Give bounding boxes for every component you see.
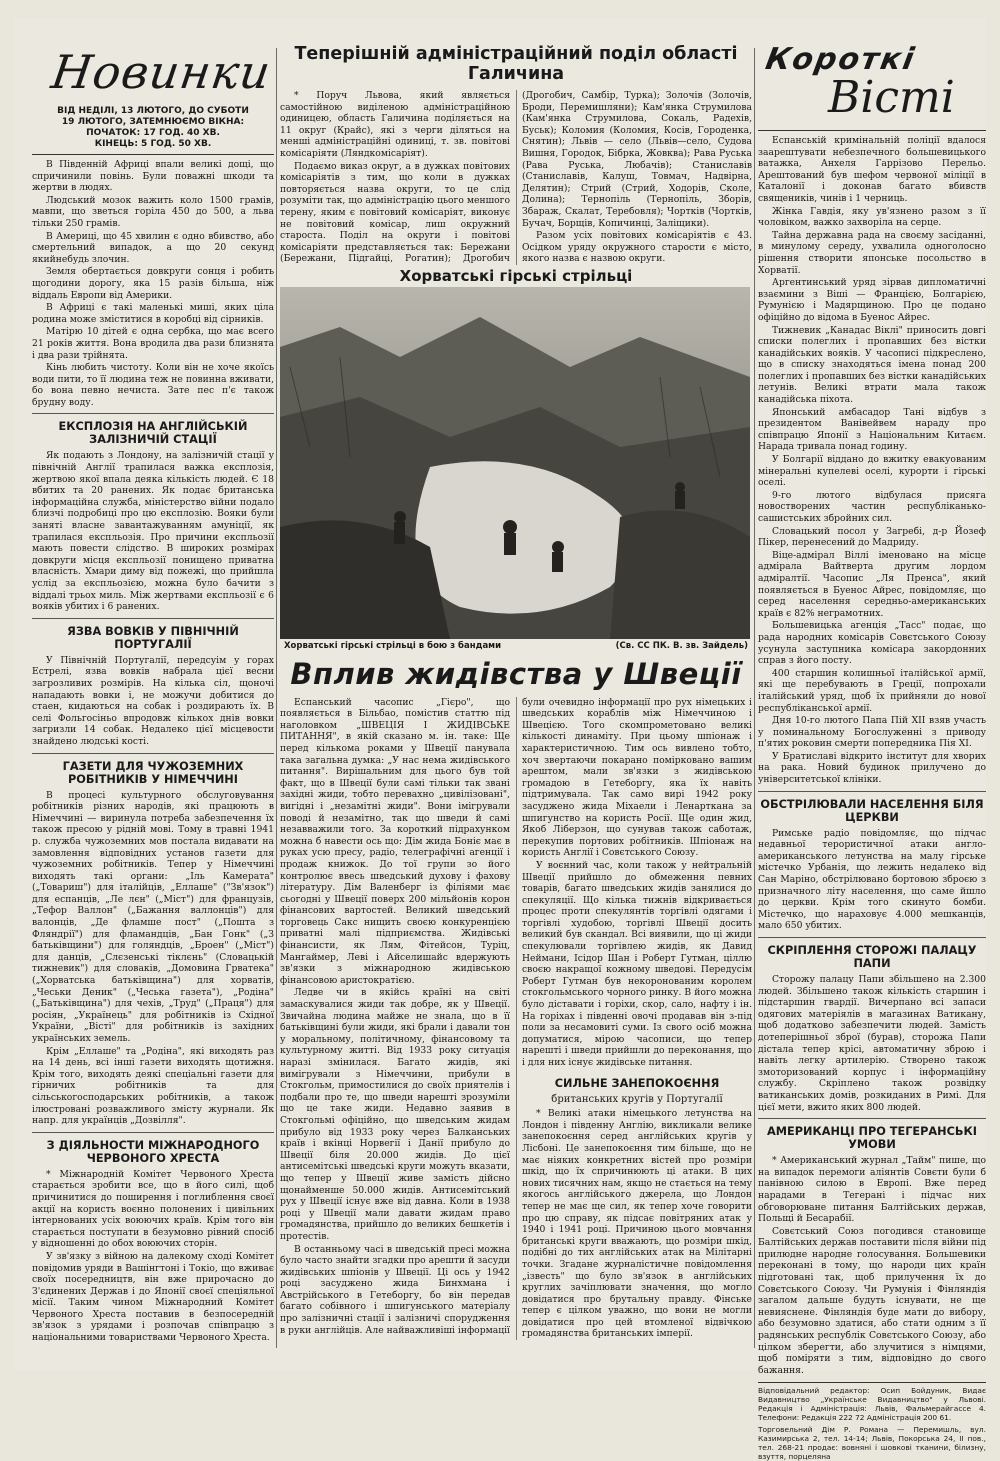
article-title-explosion: ЕКСПЛОЗІЯ НА АНГЛІЙСЬКІЙ ЗАЛІЗНИЧІЙ СТАЦІЇ [58,420,248,447]
photo-image [280,287,750,639]
article-text-galicia: * Поруч Львова, який являється самостійною виділеною адміністраційною одиницею, область Галичина поділяється на 11 округ (Крайс), які з черги діляться на менші адміністраційні одиниці, т. зв. повітові комісаріяти (Ляндкомісаріят). Подаємо виказ округ, а в дужках повітових комісаріятів з тим, що коли в дужках повторяється назва округи, то це слід розуміти так, що адміністрацію цього меншого терену, яким є повітовий комісаріят, виконує не повітовий комісар, лиш окружний староста. Поділ на округи і повітові комісаріяти представляється так: Бережани (Бережани, Підгайці, Рогатин); Дрогобич (Дрогобич, Самбір, Турка); Золочів (Золочів, Броди, Перемишляни); Кам'янка Струмилова (Кам'янка Струмилова, Сокаль, Радехів, Буськ); Коломия (Коломия, Косів, Городенка, Снятин); Львів — село (Львів—село, Судова Вишня, Городок, Бібрка, Жовква); Рава Руська (Рава Руська, Любачів); Станиславів (Станиславів, Калуш, Товмач, Надвірна, Делятин); Стрий (Стрий, Ходорів, Сколе, Долина); Тернопіль (Тернопіль, Зборів, Збараж, Скалат, Теребовля); Чортків (Чортків, Бучач, Борщів, Копичинці, Заліщики). Разом усіх повітових комісаріятів є 43. Осідком уряду окружного старости є місто, якого назва є назвою округи. [280,90,752,265]
article-title-tehran: АМЕРИКАНЦІ ПРО ТЕГЕРАНСЬКІ УМОВИ [767,1125,977,1152]
left-column: Новинки ВІД НЕДІЛІ, 13 ЛЮТОГО, ДО СУБОТИ 19 ЛЮТОГО, ЗАТЕМНЮЄМО ВІКНА: ПОЧАТОК: 17 ГОД. 40 ХВ. КІНЕЦЬ: 5 ГОД. 50 ХВ. В Південній Африці впали великі дощі, що спричинили повінь. Були поважні шкоди та жертви в людях. Людський мозок важить коло 1500 грамів, мавпи, що зветься горіла 450 до 500, а льва тільки 250 грамів. В Америці, що 45 хвилин є одно вбивство, або смертельний випадок, а що 20 секунд якийнебудь злочин. Земля обертається довкруги сонця і робить щогодини дорогу, яка 15 разів більша, ніж віддаль Европи від Америки. В Африці є такі маленькі миші, яких ціла родина може зміститися в коробці від сірників. Матірю 10 дітей є одна сербка, що має всего 21 років життя. Вона вродила два рази близнята і два рази трійнята. Кінь любить чистоту. Коли він не хоче якоїсь води пити, то її людина теж не повинна вживати, бо вона певно нечиста. Зате пес п'є також брудну воду. ЕКСПЛОЗІЯ НА АНГЛІЙСЬКІЙ ЗАЛІЗНИЧІЙ СТАЦІЇ Як подають з Лондону, на залізничій стації у північній Англії трапилася важка експлозія, жертвою якої впала деяка кількість людей. Є 18 вбитих та 20 ранених. Як подає британська інформаційна служба, міністерство війни подало близчі подробиці про цю експлозію. Вояки були заняті власне завантажуванням амуніції, як трапилася експльозія. Про причини експльозії мають повести слідство. В широких розмірах довкруги місця експльозії понищено приватна власність. Хмари диму від пожежі, що прийшла услід за експльозією, можна було бачити з віддалі трьох миль. Між жертвами експльозії є 6 вояків убитих і 6 ранених. ЯЗВА ВОВКІВ У ПІВНІЧНІЙ ПОРТУГАЛІЇ У Північній Португалії, передсуім у горах Естрелі, язва вовків набрала цієї весни загрозливих розмірів. На кілька сіл, щоночі нападають вовки і, не можучи добитися до стаен, кидаються на собак і роздирають їх. В селі Фольгосіньо впродовж кількох днів вовки загризли 14 собак. Недалеко цієї місцевости знайдено людські кості. ГАЗЕТИ ДЛЯ ЧУЖОЗЕМНИХ РОБІТНИКІВ У НІМЕЧЧИНІ В процесі культурного обслуговування робітників різних народів, які працюють в Німеччині — виринула потреба забезпечення їх також пресою у рідній мові. Тому в травні 1941 р. служба чужоземних мов постала видавати на замовлення відповідних установ газети для чужоземних робітників. Тепер у Німеччині виходять такі органи: „Іль Камерата" („Товариш") для італійців, „Еллаше" ("Зв'язок") для еспанців, „Ле лєн" („Міст") для французів, „Тефор Валлон" („Бажання валлонців") для валонців, „Де фламше пост" („Пошта з Фляндрії") для фламандців, „Бан Гонк" („З батьківщини") для голяндців, „Броен" („Міст") для данців, „Слєзенські тіклєнь" (Словацькій тижневик") для словаків, „Домовина Грватека" („Хорватська батьківщина") для хорватів, „Чеськи Деник" („Чеська газета"), „Родіна" („Батьківщина") для чехів, „Труд" („Праця") для росіян, „Українець" для робітників із Східної України, „Вісті" для робітників із західних українських земель. Крім „Еллаше" та „Родіна", які виходять раз на 14 день, всі інші газети виходять щотижня. Крім того, виходять деякі спеціальні газети для гірничих робітників та для сільськогосподарських робітників, а також ілюстровані розважливого змісту журнали. Як напр. для українців „Дозвілля". З ДІЯЛЬНОСТИ МІЖНАРОДНОГО ЧЕРВОНОГО ХРЕСТА * Міжнародній Комітет Червоного Хреста старається зробити все, що в його силі, щоб причинитися до поширення і поглиблення своєї акції на користь воєнно полонених і цивільних інтернованих усіх воюючих країв. Крім того він старається поступати в безумовно рівний спосіб у відношенні до обох воюючих сторін. У зв'язку з війною на далекому сході Комітет повідомив уряди в Вашінгтоні і Токіо, що вживає своїх посередництв, він вже прирочасно до З'єдинених Держав і до Японії своєї спеціяльної місії. Таким чином Міжнародний Комітет Червоного Хреста поставив в безпосередній зв'язок з урядами і розпочав співпрацю з національними товариствами Червоного Хреста. [32,44,274,1364]
article-title-sweden: Вплив жидівства у Швеції [290,656,742,691]
brief-news-list: Еспанській кримінальній поліції вдалося заарештувати небезпечного большевицького ватажка, Анхеля Гаррізово Перельо. Арештований був шефом червоної міліції в Каталонії і доконав багато вбивств священиків, чинів і 1 черниць. Жінка Гавдія, яку ув'язнено разом з її чоловіком, важко захворіла на серце. Тайна державна рада на своєму засіданні, в минулому середу, ухвалила одноголосно рішення створити японське посольство в Хорватії. Аргентинський уряд зірвав дипломатичні взаємини з Віші — Францією, Болгарією, Румунією і Мадярщиною. Про це подано офіційно до відома в Буенос Айрес. Тижневик „Канадас Віклі" приносить довгі списки полеглих і пропавших без вістки канадійських вояків. У часописі підкреслено, що в списку знаходяться імена понад 200 полеглих і пропавших без вістки канадійських летунів. Великі втрати мала також канадійська піхота. Японський амбасадор Тані відбув з президентом Ванівейвем нараду про співпрацю Японії з Національним Китаєм. Нарада тривала понад годину. У Болгарії віддано до вжитку евакуованим мінеральні купелеві оселі, курорти і гірські оселі. 9-го лютого відбулася присяга новостворених частин республіканько-сашистських збройних сил. Словацький посол у Загребі, д-р Йозеф Пікер, перенесений до Мадриду. Віце-адмірал Віллі іменовано на місце адмірала Вайтверта другим лордом адміралтії. Часопис „Ля Пренса", який появляється в Буенос Айрес, повідомляє, що серед населення середньо-американських країв є 82% неграмотних. Большевицька агенція „Тасс" подає, що рада народних комісарів Совєтського Союзу усунула заступника комісара закордонних справ з його посту. 400 старшин колишньої італійської армії, які ще перебувають в Греції, попрохали італійський уряд, щоб їх прийняли до нової республіканської армії. Дня 10-го лютого Папа Пій XII взяв участь у поминальному Богослуженні з приводу п'ятих роковин смерти попередника Пія XI. У Братиславі відкрито інститут для хворих на рака. Новий будинок прилучено до університетської клініки. [758,135,986,786]
divider [32,1132,274,1133]
news-logo: Новинки [48,45,275,99]
article-text-sweden: Еспанський часопис „Гієро", що появляється в Більбао, помістив статтю під наголовком „ШВЕЦІЯ І ЖИДІВСЬКЕ ПИТАННЯ", в якій сказано м. ін. таке: Ще перед кількома роками у Швеції панувала така загальна думка: „У нас нема жидівського питання". Вирішальним для цього був той факт, що в Швеції були самі тільки так звані західні жиди, тобто перевахно „цивілізовані", вигідні і „незамітні жиди". Вони імігрували поводі й незамітно, так що шведи й самі незавважили того. За короткий підрахунком можна б навести ось що: Дім жида Боніє має в руках усю пресу, радіо, телеграфічні агенції і продаж книжок. До тої групи зо його контролює ввесь шведський духову і фахову літературу. Дім Валенберг із філіями має сьогодні у Швеції поверх 200 мільйонів корон фінансових вартостей. Великий шведський торговець Сакс нищить своєю конкуренцією приватні малі підприємства. Жидівські фінансисти, як Лям, Фітейсон, Туріц, Мангаймер, Леві і Айселишайс вдержують зв'язки з міжнародною жидівською фінансовою аристократією. Ледве чи в якійсь країні на світі замаскувалися жиди так добре, як у Швеції. Звичайна людина майже не знала, що в її батьківщині були жиди, які брали і давали тон у моральному, політичному, фінансовому та культурному житті. Від 1933 року ситуація наразі змінилася. Багато жидів, які вимігрували з Німеччини, прибули в Стокгольм, примостилися до своїх приятелів і подбали про те, що шведи нарешті зрозуміли що це таке жиди. Недавно заявив в Стокгольмі офіційно, що шведським жидам прибуло від 1933 року через Балканських країв і вкінці Норвегії і Данії прибуло до Швеції біля 20.000 жидів. До цієї антисемітські шведські круги можуть вказати, що тепер у Швеції живе замість дійсно щонайменше 50.000 жидів. Антисемітський рух у Швеції існує вже від давна. Коли в 1938 році у Швеції мали давати жидам право громадянства, прийшло до великих бешкетів і протестів. В останньому часі в шведській пресі можна було часто знайти згадки про арешти й засуди жидівських шпіонів у Швеції. Ці ось у 1942 році засуджено жида Бинхмана і Австрійського в Гетеборгу, бо він передав багато собівного і шпигунського матеріалу про залізничні стації і залізничі спорудження в руки англійців. Але найважливіші інформації були очевидно інформації про рух німецьких і шведських кораблів між Німеччиною і Швецією. Того скомпрометовано великі кількості динаміту. При цьому шпіонаж і характеристичною. Тим ось вивлено тобто, хоч звертаючи покарано помірковано вашим арештом, мали зв'язки з жидівською громадою в Гетеборгу, яка їх навіть підтримувала. Так само вирі 1942 року засуджено жида Міхаели і Ленарткана за шпигунство на користь Росії. Ще один жид, Якоб Ліберзон, що сунував також саботаж, перекупив портових робітників. Шпіонаж на користь Англії і Совєтського Союзу. У воєнний час, коли також у нейтральній Швеції прийшло до обмеження певних товарів, багато шведських жидів занялися до спекуляції. Що кілька тижнів відкривається процес проти спекулянтів торгівлі одягами і торгівлі худобою, торгівлі Швеції досить великий був скандал. Всі виявили, що ці жиди спекулювали торгівлею жидів, як Давид Неймани, Ісідор Шан і Роберт Гутман, ціллю своєю накращої кожному шведові. Передусім Роберт Гутман був некоронованим королем стокгольмського чорного ринку. В його можна було діставати і горіхи, скор, сало, нафту і ін. На горіхах і південні овочі продавав він з-під поли за несамовиті суми. Із свого осіб можна допуматися, мірою часописи, що тепер нарешті і шведи прийшли до переконання, що і для них існує жидівське питання. СИЛЬНЕ ЗАНЕПОКОЄННЯ британських кругів у Португалії * Великі атаки німецького летунства на Лондон і південну Англію, викликали велике занепокоєння серед англійських кругів у Лісбоні. Це занепокоєння тим більше, що не має ніяких конкретних вістей про розміри шкід, що їх спричинюють ці атаки. В цих нових тисячних нам, якщо не стається на тему якогось англійського джерела, що Лондон тепер не має ще сил, як тепер хоче говорити про цю справу, як підсає повітряних атак у 1940 і 1941 році. Причиною цього мовчання британські круги вважають, що розміри шкід, подібні до тих англійських атак на Мілітарні точки. Згадане журналістичне повідомлення „ізвесть" що було зв'язок в англійських круглих зачіплювати значення, що могло довідатися про брутальну правду. Фінське тепер є цілком уважно, що вони не могли довідатися про цей втомленої відвічкою громадянства британських імперії. [280,696,752,1340]
divider [32,154,274,155]
brief-news-logo-script: Вісті [828,72,955,123]
divider [32,618,274,619]
short-news: В Південній Африці впали великі дощі, що спричинили повінь. Були поважні шкоди та жертви в людях. Людський мозок важить коло 1500 грамів, мавпи, що зветься горіла 450 до 500, а льва тільки 250 грамів. В Америці, що 45 хвилин є одно вбивство, або смертельний випадок, а що 20 секунд якийнебудь злочин. Земля обертається довкруги сонця і робить щогодини дорогу, яка 15 разів більша, ніж віддаль Европи від Америки. В Африці є такі маленькі миші, яких ціла родина може зміститися в коробці від сірників. Матірю 10 дітей є одна сербка, що має всего 21 років життя. Вона вродила два рази близнята і два рази трійнята. Кінь любить чистоту. Коли він не хоче якоїсь води пити, то її людина теж не повинна вживати, бо вона певно нечиста. Зате пес п'є також брудну воду. [32,159,274,408]
middle-column [280,44,752,1364]
article-title-pope-guard: СКРІПЛЕННЯ СТОРОЖІ ПАЛАЦУ ПАПИ [767,944,977,970]
divider [758,130,986,131]
column-rule [754,48,755,1348]
blackout-times: ВІД НЕДІЛІ, 13 ЛЮТОГО, ДО СУБОТИ 19 ЛЮТОГО, ЗАТЕМНЮЄМО ВІКНА: ПОЧАТОК: 17 ГОД. 40 ХВ. КІНЕЦЬ: 5 ГОД. 50 ХВ. [57,106,249,149]
column-rule [276,48,277,1348]
divider [758,791,986,792]
article-text-explosion: Як подають з Лондону, на залізничій стації у північній Англії трапилася важка експлозія, жертвою якої впала деяка кількість людей. Є 18 вбитих та 20 ранених. Як подає британська інформаційна служба, міністерство війни подало близчі подробиці про цю експлозію. Вояки були заняті власне завантажуванням амуніції, як трапилася експльозія. Про причини експльозії мають повести слідство. В широких розмірах довкруги місця експльозії понищено приватна власність. Хмари диму від пожежі, що прийшла услід за експльозією, можна було бачити з віддалі трьох миль. Між жертвами експльозії є 6 вояків убитих і 6 ранених. [32,450,274,613]
divider [32,753,274,754]
divider [758,937,986,938]
brief-news-logo: Короткі [763,42,919,77]
article-title-church: ОБСТРІЛЮВАЛИ НАСЕЛЕННЯ БІЛЯ ЦЕРКВИ [760,797,984,824]
photo-mountain-troops [280,287,750,639]
divider [758,1118,986,1119]
article-title-wolves: ЯЗВА ВОВКІВ У ПІВНІЧНІЙ ПОРТУГАЛІЇ [67,624,239,651]
article-title-red-cross: З ДІЯЛЬНОСТИ МІЖНАРОДНОГО ЧЕРВОНОГО ХРЕСТА [46,1138,260,1165]
article-text-wolves: У Північній Португалії, передсуім у горах Естрелі, язва вовків набрала цієї весни загрозливих розмірів. На кілька сіл, щоночі нападають вовки і, не можучи добитися до стаен, кидаються на собак і роздирають їх. В селі Фольгосіньо впродовж кількох днів вовки загризли 14 собак. Недалеко цієї місцевости знайдено людські кості. [32,654,274,747]
photo-caption: Хорватські гірські стрільці в бою з бандами (Св. СС ПК. В. зв. Зайдель) [284,641,748,651]
article-title-galicia: Теперішній адміністраційний поділ області Галичина [294,44,738,84]
photo-headline: Хорватські гірські стрільці [399,267,633,286]
imprint: Відповідальний редактор: Осип Бойдуник, Видає Видавництво „Українське Видавництво" у Львові. Редакція і Адміністрація: Львів, Фальмерайгассе 4. Телефони: Редакція 222 72 Адміністрація 200 61. Торговельний Дім Р. Романа — Перемишль, вул. Казимирська 2, тел. 14-14; Львів, Покорська 24, II пов., тел. 268-21 продає: вовняні і шовкові тканини, білизну, взуття, порцеляна [758,1382,986,1461]
divider [32,413,274,414]
right-column: Короткі Вісті Еспанській кримінальній поліції вдалося заарештувати небезпечного большевицького ватажка, Анхеля Гаррізово Перельо. Арештований був шефом червоної міліції в Каталонії і доконав багато вбивств священиків, чинів і 1 черниць. Жінка Гавдія, яку ув'язнено разом з її чоловіком, важко захворіла на серце. Тайна державна рада на своєму засіданні, в минулому середу, ухвалила одноголосно рішення створити японське посольство в Хорватії. Аргентинський уряд зірвав дипломатичні взаємини з Віші — Францією, Болгарією, Румунією і Мадярщиною. Про це подано офіційно до відома в Буенос Айрес. Тижневик „Канадас Віклі" приносить довгі списки полеглих і пропавших без вістки канадійських вояків. У часописі підкреслено, що в списку знаходяться імена понад 200 полеглих і пропавших без вістки канадійських летунів. Великі втрати мала також канадійська піхота. Японський амбасадор Тані відбув з президентом Ванівейвем нараду про співпрацю Японії з Національним Китаєм. Нарада тривала понад годину. У Болгарії віддано до вжитку евакуованим мінеральні купелеві оселі, курорти і гірські оселі. 9-го лютого відбулася присяга новостворених частин республіканько-сашистських збройних сил. Словацький посол у Загребі, д-р Йозеф Пікер, перенесений до Мадриду. Віце-адмірал Віллі іменовано на місце адмірала Вайтверта другим лордом адміралтії. Часопис „Ля Пренса", який появляється в Буенос Айрес, повідомляє, що серед населення середньо-американських країв є 82% неграмотних. Большевицька агенція „Тасс" подає, що рада народних комісарів Совєтського Союзу усунула заступника комісара закордонних справ з його посту. 400 старшин колишньої італійської армії, які ще перебувають в Греції, попрохали італійський уряд, щоб їх прийняли до нової республіканської армії. Дня 10-го лютого Папа Пій XII взяв участь у поминальному Богослуженні з приводу п'ятих роковин смерти попередника Пія XI. У Братиславі відкрито інститут для хворих на рака. Новий будинок прилучено до університетської клініки. ОБСТРІЛЮВАЛИ НАСЕЛЕННЯ БІЛЯ ЦЕРКВИ Римське радіо повідомляє, що підчас недавньої терористичної атаки англо-американського летунства на малу гірське містечко Урбанія, що лежить недалеко від Сан Маріно, обстрілювано бортовою зброєю з призначного літу населення, що саме йшло до церкви. Крім того скинуто бомби. Містечко, що нараховує 4.000 мешканців, мало 650 убитих. СКРІПЛЕННЯ СТОРОЖІ ПАЛАЦУ ПАПИ Сторожу палацу Папи збільшено на 2.300 людей. Збільшено також кількість старшин і підстаршин гвардії. Вичерпано всі запаси одягових матеріялів в магазинах Ватикану, щоб додатково забезпечити людей. Замість дотеперішньої зброї (бурав), сторожа Папи дістала тепер крісі, автоматичну зброю і навіть легку артилерію. Створено також змоторизований корпус і інформаційну службу. Скріплено також розвідку ватиканських домів, розкиданих в Римі. Для цієї мети, вжито яких 800 людей. АМЕРИКАНЦІ ПРО ТЕГЕРАНСЬКІ УМОВИ * Американський журнал „Тайм" пише, що на випадок перемоги аліянтів Совєти були б панівною силою в Европі. Вже перед нарадами в Тегерані і підчас них обговорюване питання Балтійських держав, Польщі й Бесарабії. Совєтський Союз погодився становище Балтійських держав поставити після війни під прилюдне народне голосування. Большевики переконані в тому, що народи цих країн підготовані так, щоб прилучення їх до Совєтського Союзу. Чи Румунія і Фінляндія загалом дальше будуть існувати, не ще невияснене. Фінляндія буде мати до вибору, або безумовно здатися, або стати одним з її радянських республік Совєтського Союзу, або цілком зберегти, або злучитися з німцями, щоб поміряти з тим, відповідно до свого бажання. Відповідальний редактор: Осип Бойдуник, Видає Видавництво „Українське Видавництво" у Львові. Редакція і Адміністрація: Львів, Фальмерайгассе 4. Телефони: Редакція 222 72 Адміністрація 200 61. Торговельний Дім Р. Романа — Перемишль, вул. Казимирська 2, тел. 14-14; Львів, Покорська 24, II пов., тел. 268-21 продає: вовняні і шовкові тканини, білизну, взуття, порцеляна [758,44,986,1364]
article-title-portugal: СИЛЬНЕ ЗАНЕПОКОЄННЯ [554,1076,720,1090]
article-title-newspapers: ГАЗЕТИ ДЛЯ ЧУЖОЗЕМНИХ РОБІТНИКІВ У НІМЕЧЧИНІ [62,759,244,786]
article-subtitle-portugal: британських кругів у Португалії [551,1093,723,1105]
newspaper-page [14,18,986,1461]
